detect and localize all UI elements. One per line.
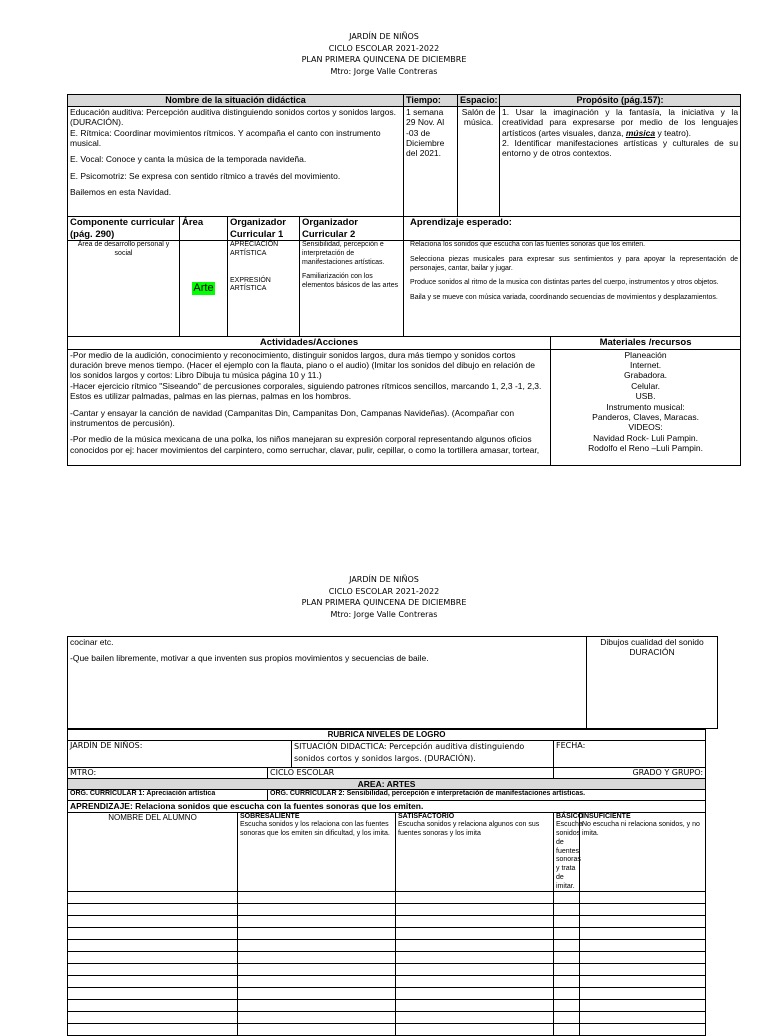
situation-psicomotriz: E. Psicomotriz: Se expresa con sentido rítmico a través del movimiento.	[70, 170, 341, 181]
rubric-outstanding-desc: Escucha sonidos y los relaciona con las fuentes sonoras que los emiten sin dificultad, y los imita.	[240, 821, 390, 838]
school-cycle: CICLO ESCOLAR 2021-2022	[328, 43, 440, 53]
space-value: Salón de música.	[458, 106, 500, 216]
org1-header: Organizador Curricular 1	[228, 216, 300, 240]
musica-emphasis: música	[625, 127, 656, 138]
table-row	[68, 1000, 706, 1012]
continuation-bailen: -Que bailen libremente, motivar a que inventen sus propios movimientos y secuencias de baile.	[70, 653, 429, 664]
learning-item: Relaciona los sonidos que escucha con las fuentes sonoras que los emiten.	[410, 241, 646, 249]
org2-familiarizacion: Familiarización con los elementos básicos de las artes	[302, 273, 399, 290]
situation-header: Nombre de la situación didáctica	[68, 95, 404, 107]
rubric-student-header: NOMBRE DEL ALUMNO	[68, 812, 238, 892]
rubric-insufficient-desc: No escucha ni relaciona sonidos, y no imita.	[582, 821, 700, 838]
learning-item: Selecciona piezas musicales para expresar sus sentimientos y para apoyar la representación de personajes, cantar, bailar y jugar.	[410, 255, 739, 272]
continuation-materials: Dibujos cualidad del sonido DURACIÓN	[587, 637, 718, 729]
rubric-situation: SITUACIÓN DIDACTICA: Percepción auditiva distinguiendo sonidos cortos y sonidos largos. (DURACIÓN).	[292, 741, 554, 768]
activity-cantar: -Cantar y ensayar la canción de navidad (Campanitas Din, Campanitas Don, Campanas Navideñas). (Acompañar con instrumentos de percusión).	[70, 407, 515, 428]
teacher-name: Mtro: Jorge Valle Contreras	[330, 66, 438, 76]
school-name: JARDÍN DE NIÑOS	[349, 32, 419, 41]
rubric-date-label: FECHA:	[554, 741, 706, 768]
continuation-cocinar: cocinar etc.	[70, 637, 114, 647]
situation-cell	[68, 106, 404, 216]
learning-item: Baila y se mueve con música variada, coordinando secuencias de movimientos y desplazamientos.	[410, 294, 718, 302]
org2-cell	[300, 241, 404, 337]
activities-cell	[68, 349, 551, 465]
rubric-basic-cell	[554, 812, 584, 892]
table-row	[68, 940, 706, 952]
rubric-outstanding-header: SOBRESALIENTE	[240, 812, 300, 820]
page-header-2	[0, 574, 768, 620]
table-row	[68, 988, 706, 1000]
rubric-org1: ORG. CURRICULAR 1: Apreciación artística	[68, 790, 268, 801]
rubric-satisfactory-cell	[396, 812, 554, 892]
rubric-basic-header: BÁSICO	[556, 812, 584, 820]
rubric-satisfactory-desc: Escucha sonidos y relaciona algunos con sus fuentes sonoras y los imita	[398, 821, 540, 838]
org1-apreciacion: APRECIACIÓN ARTÍSTICA	[230, 241, 279, 257]
table-row	[68, 904, 706, 916]
school-cycle: CICLO ESCOLAR 2021-2022	[328, 586, 440, 596]
rubric-learning: APRENDIZAJE: Relaciona sonidos que escucha con la fuentes sonoras que los emiten.	[68, 801, 706, 812]
activities-header: Actividades/Acciones	[68, 337, 551, 350]
table-row	[68, 928, 706, 940]
area-cell	[180, 241, 228, 337]
time-value: 1 semana 29 Nov. Al -03 de Diciembre del 2021.	[404, 106, 458, 216]
rubric-insufficient-cell	[580, 812, 706, 892]
rubric-school-label: JARDÍN DE NIÑOS:	[68, 741, 292, 768]
component-value: Área de desarrollo personal y social	[68, 241, 180, 337]
purpose-header: Propósito (pág.157):	[500, 95, 741, 107]
activity-polka: -Por medio de la música mexicana de una polka, los niños manejaran su expresión corporal representando algunos oficios conocidos por ej: hacer movimientos del carpintero, como serruchar, clavar, pulir, cepillar, o como la tortillera amasar, tortear,	[70, 434, 540, 455]
rubric-insufficient-header: INSUFICIENTE	[582, 812, 631, 820]
rubric-satisfactory-header: SATISFACTORIO	[398, 812, 455, 820]
situation-ritmica: E. Rítmica: Coordinar movimientos rítmicos. Y acompaña el canto con instrumento musical.	[70, 127, 381, 149]
area-arte-highlight: Arte	[193, 281, 214, 294]
rubric-cycle-label: CICLO ESCOLAR	[268, 768, 554, 779]
purpose-1: 1. Usar la imaginación y la fantasía, la iniciativa y la creatividad para expresarse por medio de los lenguajes artísticos (artes visuales, danza, música y teatro).	[502, 106, 739, 138]
plan-title: PLAN PRIMERA QUINCENA DE DICIEMBRE	[301, 598, 467, 607]
rubric-grade-label: GRADO Y GRUPO:	[554, 768, 706, 779]
school-name: JARDÍN DE NIÑOS	[349, 575, 419, 584]
activity-audicion: -Por medio de la audición, conocimiento y reconocimiento, distinguir sonidos largos, dura más tiempo y sonidos cortos duración breve menos tiempo. (Hacer el ejemplo con la flauta, piano o el audio) (Imitar los sonidos del dibujo en relación de los sonidos largos y cortos: Libro Dibuja tu música página 10 y 11.) -Hacer ejercicio rítmico "Siseando" de percusiones corporales, siguiendo patrones rítmicos sencillos, marcando 1, 2,3 -1, 2,3. Estos es utilizar palmadas, palmas en las piernas, palmas en los hombros.	[70, 349, 542, 402]
time-header: Tiempo:	[404, 95, 458, 107]
rubric-table	[67, 729, 706, 1036]
table-row	[68, 952, 706, 964]
rubric-outstanding-cell	[238, 812, 396, 892]
component-header: Componente curricular (pág. 290)	[68, 216, 180, 240]
learning-cell	[404, 241, 741, 337]
org2-sensibilidad: Sensibilidad, percepción e interpretación de manifestaciones artísticas.	[302, 241, 385, 266]
plan-title: PLAN PRIMERA QUINCENA DE DICIEMBRE	[301, 55, 467, 64]
learning-header: Aprendizaje esperado:	[404, 216, 741, 240]
purpose-2: 2. Identificar manifestaciones artísticas y culturales de su entorno y de otros contextos.	[502, 138, 739, 159]
situation-auditiva: Educación auditiva: Percepción auditiva distinguiendo sonidos cortos y sonidos largos. (DURACIÓN).	[70, 106, 397, 128]
page-header-1	[0, 31, 768, 77]
continuation-table	[67, 636, 718, 729]
rubric-org2: ORG. CURRICULAR 2: Sensibilidad, percepción e interpretación de manifestaciones artísticas.	[268, 790, 706, 801]
table-row	[68, 1024, 706, 1036]
continuation-activities	[68, 637, 587, 729]
rubric-basic-desc: Escucha sonidos de fuentes sonoras y trata de imitar.	[556, 821, 583, 890]
teacher-name: Mtro: Jorge Valle Contreras	[330, 609, 438, 619]
org1-expresion: EXPRESIÓN ARTÍSTICA	[230, 276, 271, 293]
rubric-title: RUBRICA NIVELES DE LOGRO	[68, 730, 706, 741]
table-row	[68, 916, 706, 928]
org2-header: Organizador Curricular 2	[300, 216, 404, 240]
materials-header: Materiales /recursos	[551, 337, 741, 350]
space-header: Espacio:	[458, 95, 500, 107]
situation-bailemos: Bailemos en esta Navidad.	[70, 187, 172, 198]
materials-value: Planeación Internet. Grabadora. Celular. USB. Instrumento musical: Panderos, Claves, Maracas. VIDEOS: Navidad Rock- Luli Pampin. Rodolfo el Reno –Luli Pampin.	[551, 349, 741, 465]
table-row	[68, 1012, 706, 1024]
learning-item: Produce sonidos al ritmo de la musica con distintas partes del cuerpo, instrumentos y otros objetos.	[410, 279, 719, 287]
purpose-value	[500, 106, 741, 216]
table-row	[68, 976, 706, 988]
table-row	[68, 964, 706, 976]
area-header: Área	[180, 216, 228, 240]
org1-cell	[228, 241, 300, 337]
table-row	[68, 892, 706, 904]
rubric-area: AREA: ARTES	[68, 779, 706, 790]
situation-vocal: E. Vocal: Conoce y canta la música de la temporada navideña.	[70, 154, 307, 165]
rubric-student-rows	[68, 892, 706, 1036]
rubric-teacher-label: MTRO:	[68, 768, 268, 779]
plan-table	[67, 94, 741, 466]
